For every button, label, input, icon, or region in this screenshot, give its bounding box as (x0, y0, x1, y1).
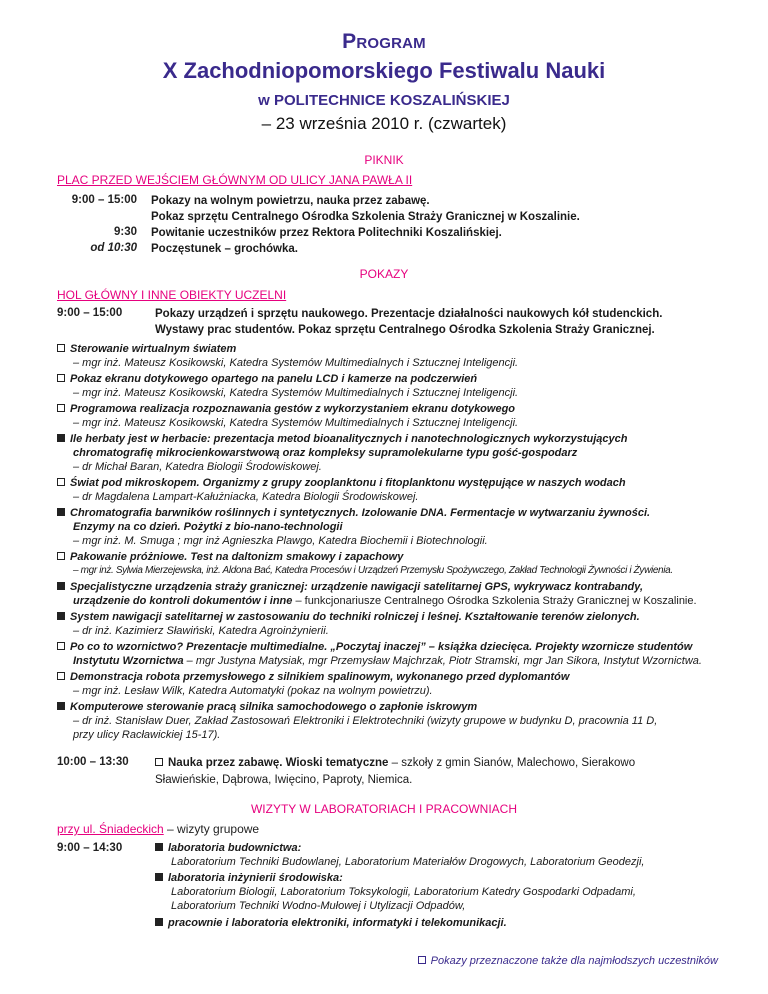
open-square-icon (57, 642, 65, 650)
demo-title-continued-wrap (57, 654, 747, 668)
demo-title-continued: chromatografię mikrocienkowarstwową oraz kompleksy supramolekularne typu gość-gospodarz (73, 447, 578, 459)
demo-title-continued: Instytutu Wzornictwa (73, 655, 184, 667)
demo-title: System nawigacji satelitarnej w zastosowaniu do techniki rolniczej i leśnej. Kształtowanie terenów zielonych. (70, 611, 640, 623)
open-square-icon (57, 672, 65, 680)
title-rest: ROGRAM (356, 35, 426, 52)
demo-item (57, 580, 747, 608)
location-note: – wizyty grupowe (163, 822, 260, 836)
location-street: przy ul. Śniadeckich (57, 822, 164, 836)
event-date: – 23 września 2010 r. (czwartek) (261, 114, 507, 133)
footer-legend (418, 955, 718, 967)
location-piknik: PLAC PRZED WEJŚCIEM GŁÓWNYM OD ULICY JANA PAWŁA II (57, 173, 413, 187)
kids-time: 10:00 – 13:30 (57, 756, 129, 768)
demo-presenter: – mgr inż. Sylwia Mierzejewska, inż. Aldona Bać, Katedra Procesów i Urządzeń Przemysłu Spożywczego, Zakład Technologii Żywności i Żywienia. (73, 565, 673, 576)
filled-square-icon (57, 612, 65, 620)
lab-group (155, 871, 745, 913)
lab-list: Laboratorium Techniki Budowlanej, Laboratorium Materiałów Drogowych, Laboratorium Geodezji, (171, 856, 645, 868)
open-square-icon (57, 552, 65, 560)
lab-group (155, 841, 745, 869)
location-pokazy: HOL GŁÓWNY I INNE OBIEKTY UCZELNI (57, 288, 287, 302)
piknik-text-1: Pokazy na wolnym powietrzu, nauka przez zabawę. (151, 195, 430, 207)
festival-title: X Zachodniopomorskiego Festiwalu Nauki (162, 58, 606, 83)
demo-presenter: – mgr inż. M. Smuga ; mgr inż Agnieszka Plawgo, Katedra Biochemii i Biotechnologii. (73, 535, 488, 547)
kids-line-2: Sławieńskie, Dąbrowa, Iwięcino, Paproty, Niemica. (155, 774, 413, 786)
filled-square-icon (155, 918, 163, 926)
filled-square-icon (57, 508, 65, 516)
demo-presenter: – mgr inż. Mateusz Kosikowski, Katedra Systemów Multimedialnych i Sztucznej Inteligencji. (73, 417, 519, 429)
demo-title: Specjalistyczne urządzenia straży granicznej: urządzenie nawigacji satelitarnej GPS, wykrywacz kontrabandy, (70, 581, 644, 593)
demo-presenter: – mgr Justyna Matysiak, mgr Przemysław Majchrzak, Piotr Stramski, mgr Jan Sikora, Instytut Wzornictwa. (183, 655, 702, 667)
demo-title: Pokaz ekranu dotykowego opartego na panelu LCD i kamerze na podczerwień (70, 373, 478, 385)
demo-presenter: – dr inż. Kazimierz Sławiński, Katedra Agroinżynierii. (73, 625, 329, 637)
lab-list: Laboratorium Biologii, Laboratorium Toksykologii, Laboratorium Katedry Gospodarki Odpadami, (171, 886, 636, 898)
lab-list: Laboratorium Techniki Wodno-Mułowej i Utylizacji Odpadów, (171, 900, 466, 912)
filled-square-icon (57, 434, 65, 442)
demo-item (57, 700, 747, 742)
demo-item (57, 670, 747, 698)
demo-title-continued: Enzymy na co dzień. Pożytki z bio-nano-technologii (73, 521, 343, 533)
demo-item (57, 550, 747, 578)
piknik-text-2: Pokaz sprzętu Centralnego Ośrodka Szkolenia Straży Granicznej w Koszalinie. (151, 211, 580, 223)
demo-title: Po co to wzornictwo? Prezentacje multimedialne. „Poczytaj inaczej” – książka dziecięca. Projekty wzornicze studentów (70, 641, 693, 653)
demo-presenter: – mgr inż. Mateusz Kosikowski, Katedra Systemów Multimedialnych i Sztucznej Inteligencji. (73, 357, 519, 369)
demo-item (57, 506, 747, 548)
wizyty-time: 9:00 – 14:30 (57, 842, 123, 854)
open-square-icon (418, 956, 426, 964)
demo-presenter-continued: przy ulicy Racławickiej 15-17). (73, 729, 221, 741)
demo-presenter: – funkcjonariusze Centralnego Ośrodka Szkolenia Straży Granicznej w Koszalinie. (292, 595, 697, 607)
demo-item (57, 640, 747, 668)
piknik-time-3: 9:30 (113, 226, 137, 238)
demo-item (57, 372, 747, 400)
kids-title: Nauka przez zabawę. Wioski tematyczne (168, 757, 389, 769)
open-square-icon (57, 404, 65, 412)
demo-presenter: – mgr inż. Mateusz Kosikowski, Katedra Systemów Multimedialnych i Sztucznej Inteligencji. (73, 387, 519, 399)
filled-square-icon (155, 843, 163, 851)
kids-schools: – szkoły z gmin Sianów, Malechowo, Sierakowo (388, 757, 636, 769)
open-square-icon (155, 758, 163, 766)
section-heading-piknik: PIKNIK (364, 153, 404, 167)
lab-group (155, 916, 745, 930)
filled-square-icon (155, 873, 163, 881)
demo-presenter: – dr inż. Stanisław Duer, Zakład Zastosowań Elektroniki i Elektrotechniki (wizyty grupowe w budynku D, pracownia 11 D, (73, 715, 658, 727)
piknik-text-3: Powitanie uczestników przez Rektora Politechniki Koszalińskiej. (151, 227, 502, 239)
demo-presenter: – dr Magdalena Lampart-Kałużniacka, Katedra Biologii Środowiskowej. (73, 491, 419, 503)
program-title (0, 30, 768, 54)
demo-title: Sterowanie wirtualnym światem (70, 343, 237, 355)
demo-item (57, 342, 747, 370)
pokazy-time: 9:00 – 15:00 (57, 307, 123, 319)
kids-line-1 (155, 755, 635, 771)
demo-title-continued: urządzenie do kontroli dokumentów i inne (73, 595, 293, 607)
demo-title-continued-wrap (57, 594, 747, 608)
demo-title: Świat pod mikroskopem. Organizmy z grupy zooplanktonu i fitoplanktonu występujące w naszych wodach (70, 477, 626, 489)
filled-square-icon (57, 582, 65, 590)
open-square-icon (57, 478, 65, 486)
pokazy-intro-2: Wystawy prac studentów. Pokaz sprzętu Centralnego Ośrodka Szkolenia Straży Granicznej. (155, 324, 655, 336)
piknik-text-4: Poczęstunek – grochówka. (151, 243, 298, 255)
section-heading-pokazy: POKAZY (359, 267, 409, 281)
footer-note: Pokazy przeznaczone także dla najmłodszych uczestników (430, 955, 718, 967)
lab-group-title: laboratoria inżynierii środowiska: (168, 872, 343, 884)
lab-group-title: laboratoria budownictwa: (168, 842, 302, 854)
demo-title: Programowa realizacja rozpoznawania gestów z wykorzystaniem ekranu dotykowego (70, 403, 516, 415)
demo-title: Chromatografia barwników roślinnych i syntetycznych. Izolowanie DNA. Fermentacje w wytwarzaniu żywności. (70, 507, 651, 519)
demo-item (57, 402, 747, 430)
demo-item (57, 476, 747, 504)
section-heading-wizyty: WIZYTY W LABORATORIACH I PRACOWNIACH (250, 802, 518, 816)
open-square-icon (57, 374, 65, 382)
filled-square-icon (57, 702, 65, 710)
demo-title: Ile herbaty jest w herbacie: prezentacja metod bioanalitycznych i nanotechnologicznych wykorzystujących (70, 433, 628, 445)
demo-item (57, 610, 747, 638)
lab-group-title: pracownie i laboratoria elektroniki, informatyki i telekomunikacji. (168, 917, 507, 929)
open-square-icon (57, 344, 65, 352)
demo-item (57, 432, 747, 474)
demo-presenter: – mgr inż. Lesław Wilk, Katedra Automatyki (pokaz na wolnym powietrzu). (73, 685, 433, 697)
pokazy-intro-1: Pokazy urządzeń i sprzętu naukowego. Prezentacje działalności naukowych kół studenckich. (155, 308, 663, 320)
venue-title: w POLITECHNICE KOSZALIŃSKIEJ (258, 92, 510, 109)
piknik-time-4: od 10:30 (90, 242, 137, 254)
piknik-time-1: 9:00 – 15:00 (71, 194, 137, 206)
title-cap: P (342, 30, 357, 53)
demo-presenter: – dr Michał Baran, Katedra Biologii Środowiskowej. (73, 461, 322, 473)
demo-title: Pakowanie próżniowe. Test na daltonizm smakowy i zapachowy (70, 551, 404, 563)
location-wizyty (57, 822, 259, 836)
demo-title: Demonstracja robota przemysłowego z silnikiem spalinowym, wykonanego przed dyplomantów (70, 671, 570, 683)
demo-title: Komputerowe sterowanie pracą silnika samochodowego o zapłonie iskrowym (70, 701, 478, 713)
